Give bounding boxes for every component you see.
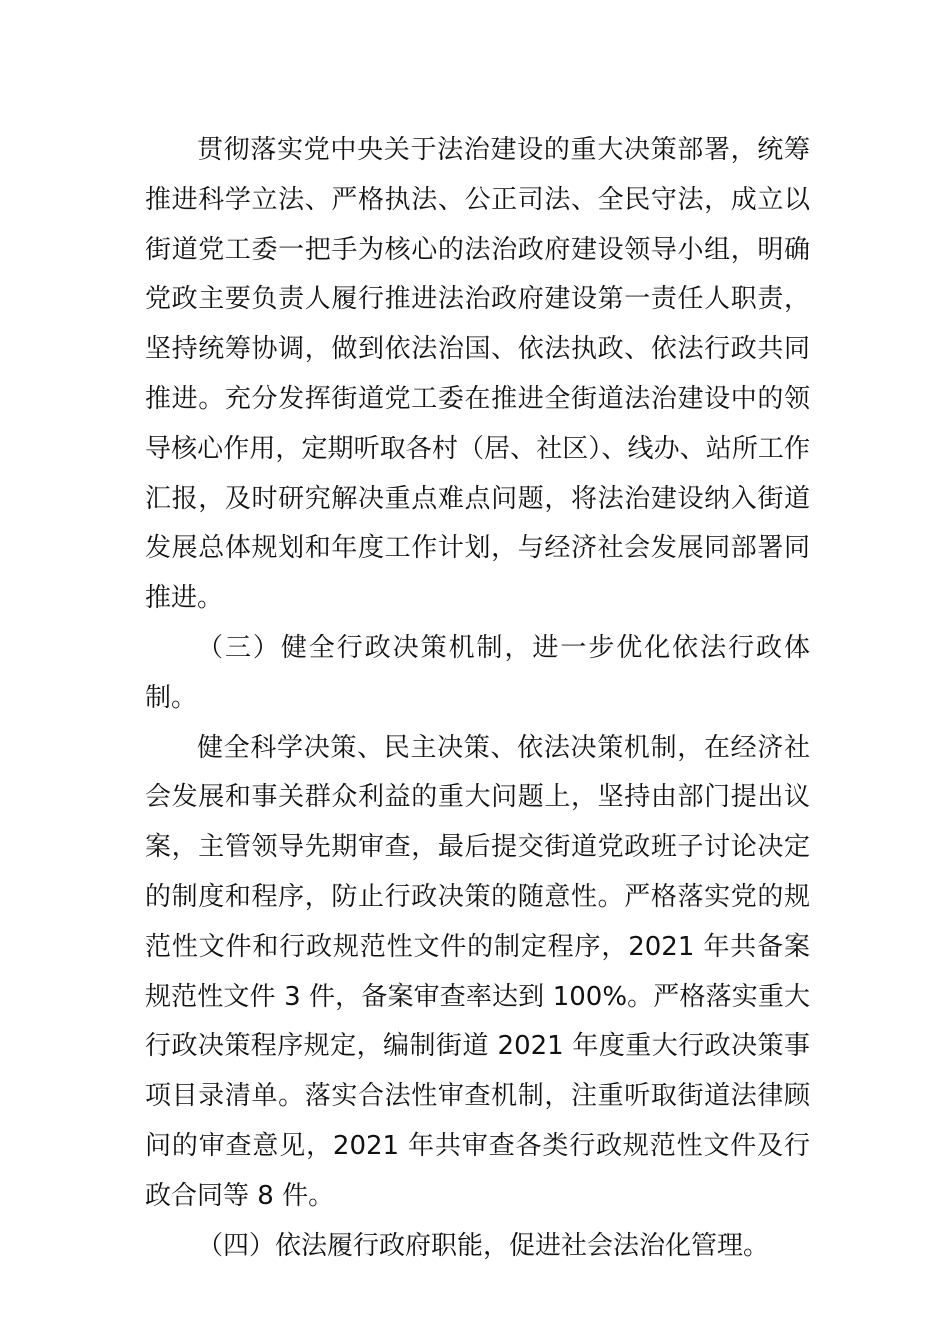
section-heading-three: （三）健全行政决策机制，进一步优化依法行政体制。	[145, 632, 810, 713]
section-heading-four: （四）依法履行政府职能，促进社会法治化管理。	[197, 1230, 770, 1261]
document-body	[145, 126, 810, 1271]
paragraph-decision-mechanism: 健全科学决策、民主决策、依法决策机制，在经济社会发展和事关群众利益的重大问题上，坚持由部门提出议案，主管领导先期审查，最后提交街道党政班子讨论决定的制度和程序，防止行政决策的随意性。严格落实党的规范性文件和行政规范性文件的制定程序，2021 年共备案规范性文件 3 件，备案审查率达到 100%。严格落实重大行政决策程序规定，编制街道 2021 年度重大行政决策事项目录清单。落实合法性审查机制，注重听取街道法律顾问的审查意见，2021 年共审查各类行政规范性文件及行政合同等 8 件。	[145, 732, 810, 1211]
paragraph-party-leadership: 贯彻落实党中央关于法治建设的重大决策部署，统筹推进科学立法、严格执法、公正司法、全民守法，成立以街道党工委一把手为核心的法治政府建设领导小组，明确党政主要负责人履行推进法治政府建设第一责任人职责，坚持统筹协调，做到依法治国、依法执政、依法行政共同推进。充分发挥街道党工委在推进全街道法治建设中的领导核心作用，定期听取各村（居、社区）、线办、站所工作汇报，及时研究解决重点难点问题，将法治建设纳入街道发展总体规划和年度工作计划，与经济社会发展同部署同推进。	[145, 135, 810, 614]
